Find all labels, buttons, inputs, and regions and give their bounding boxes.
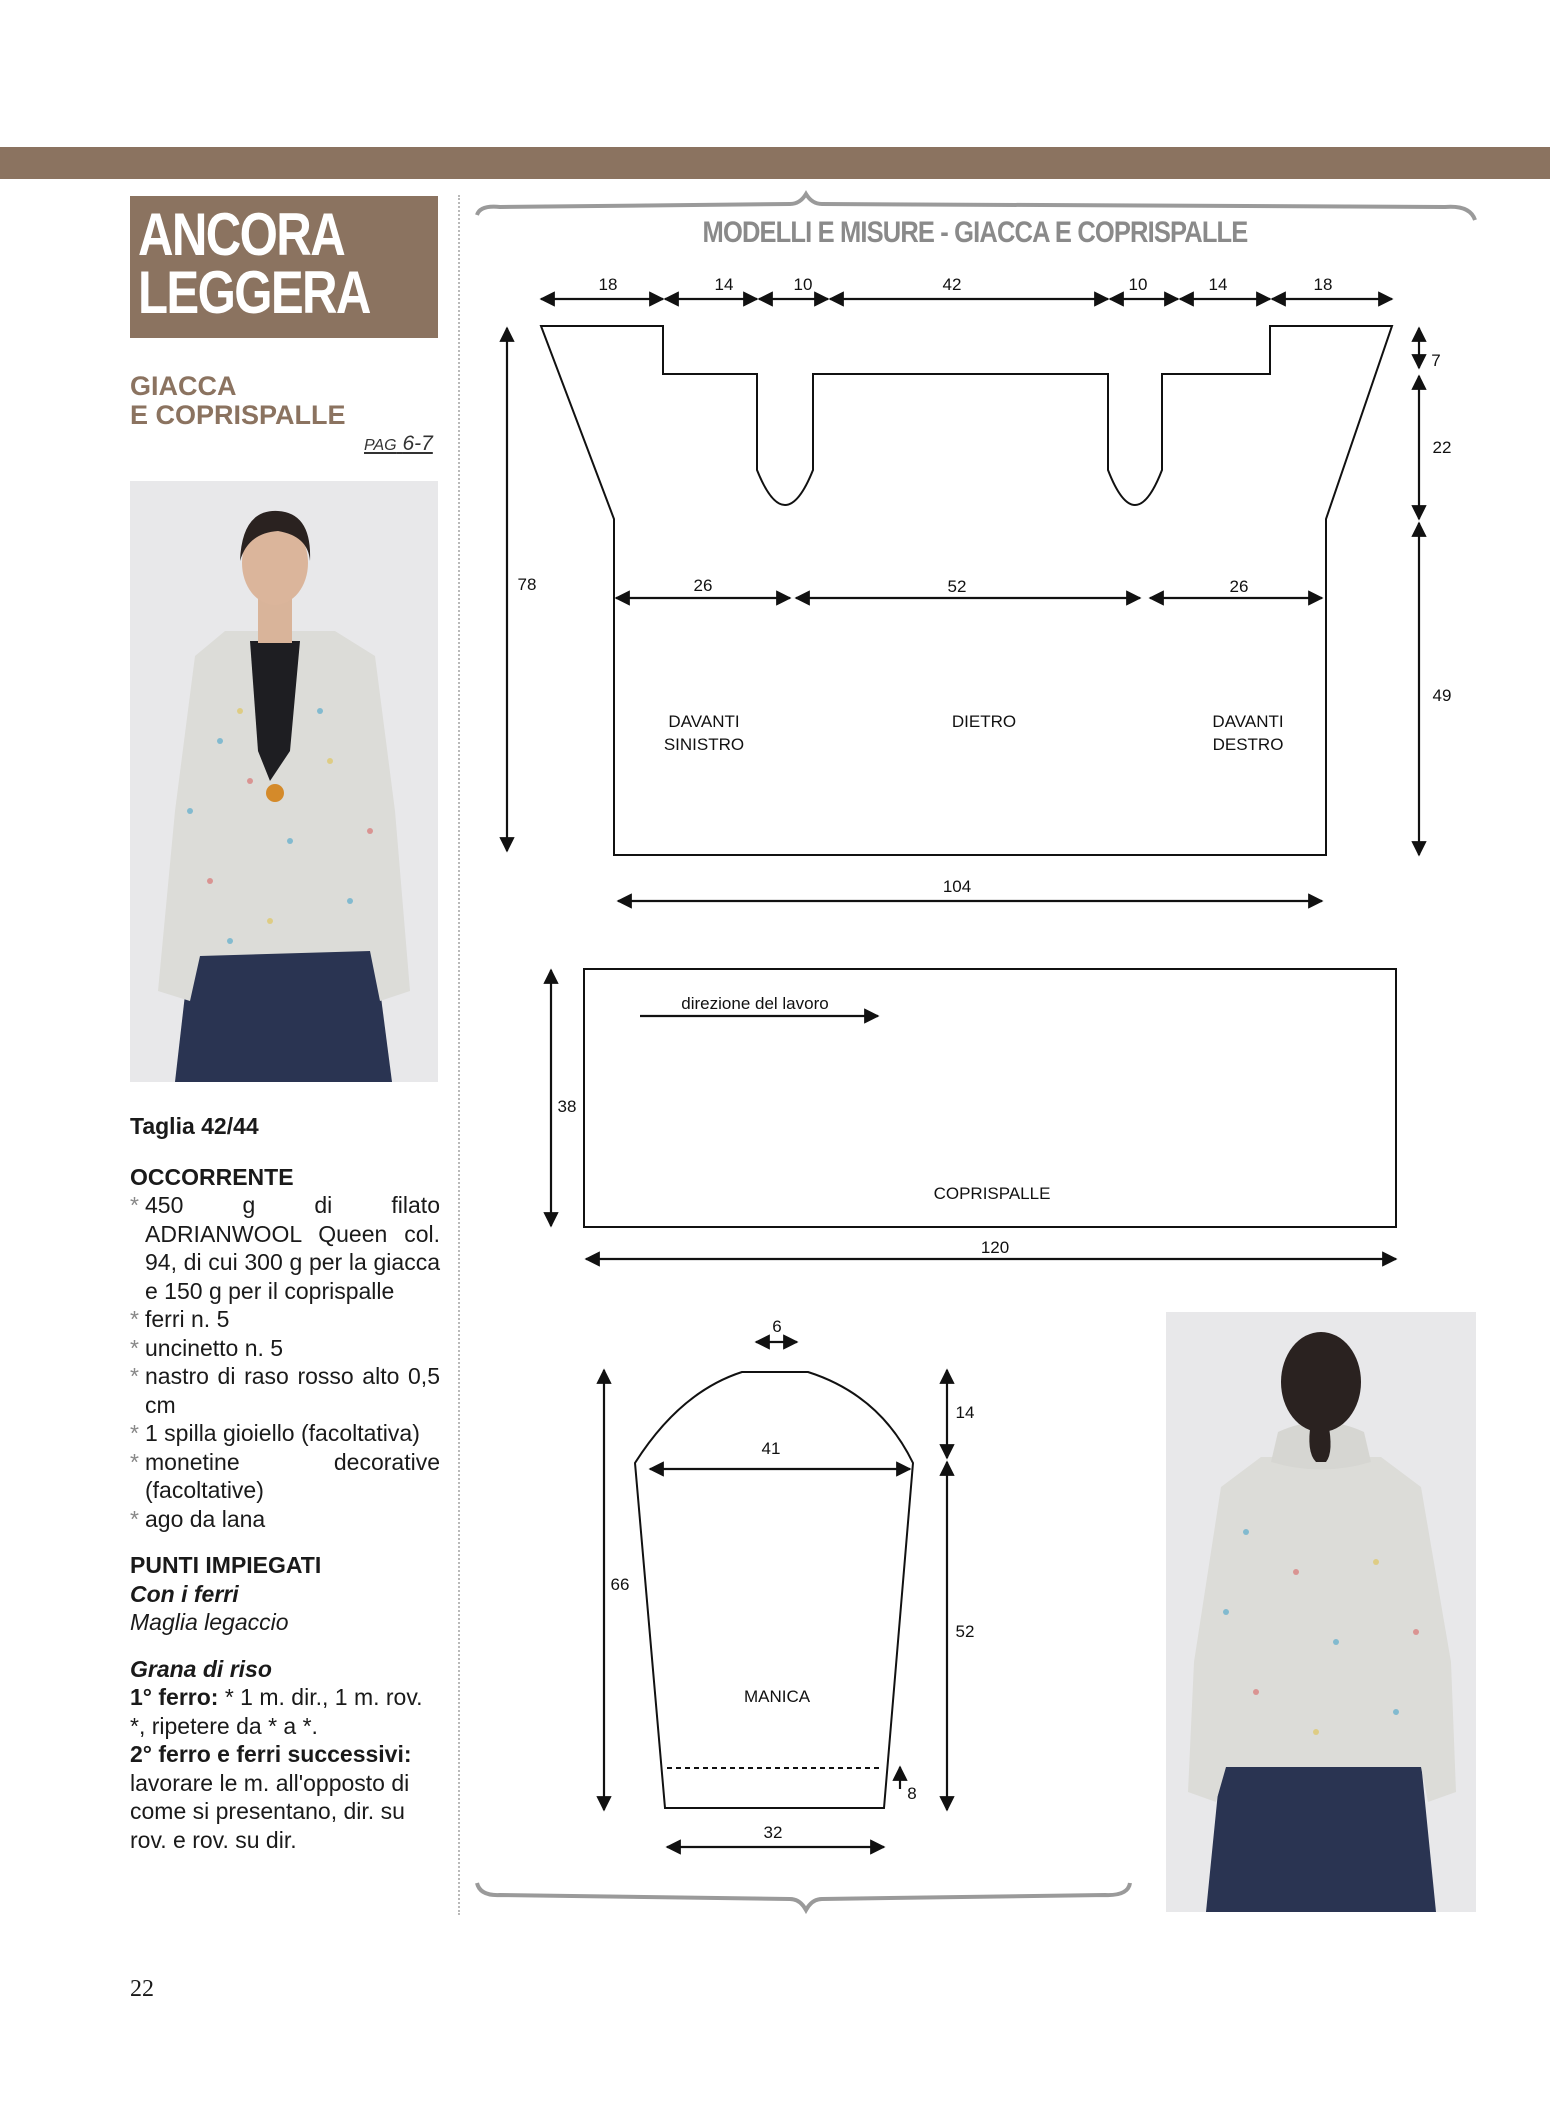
piece-label: SINISTRO (663, 735, 745, 754)
dim-label: 14 (1208, 275, 1228, 294)
dim-label: 22 (1432, 438, 1452, 457)
subtitle-line-2: E COPRISPALLE (130, 400, 346, 430)
dim-label: 7 (1431, 351, 1441, 370)
dim-label: 38 (557, 1097, 577, 1116)
dim-label: 14 (714, 275, 734, 294)
model-back-illustration (1166, 1312, 1476, 1912)
dim-label: 120 (980, 1238, 1010, 1257)
size-label: Taglia 42/44 (130, 1113, 259, 1139)
dim-label: 10 (793, 275, 813, 294)
sleeve-pattern-outline (635, 1372, 913, 1808)
dim-label: 14 (955, 1403, 975, 1422)
dim-label: 6 (772, 1317, 782, 1336)
dim-label: 52 (947, 577, 967, 596)
row1-text: * 1 m. dir., 1 m. rov. *, ripetere da * a *. (130, 1684, 423, 1739)
piece-label: MANICA (743, 1687, 811, 1706)
dim-label: 18 (598, 275, 618, 294)
list-item: * monetine decorative (facoltative) (130, 1448, 440, 1505)
seed-stitch-heading: Grana di riso (130, 1655, 272, 1682)
page-ref-pages: 6-7 (402, 432, 433, 455)
dim-label: 52 (955, 1622, 975, 1641)
dim-label: 49 (1432, 686, 1452, 705)
page-ref-prefix: PAG (364, 437, 397, 454)
row1-label: 1° ferro: (130, 1684, 219, 1710)
page-number: 22 (130, 1976, 154, 2002)
list-item: * ago da lana (130, 1505, 440, 1534)
row2-text: lavorare le m. all'opposto di come si presentano, dir. su rov. e rov. su dir. (130, 1769, 410, 1853)
back-photo (1166, 1312, 1476, 1912)
dim-label: 26 (693, 576, 713, 595)
dim-label: 8 (907, 1784, 917, 1803)
dim-label: 66 (610, 1575, 630, 1594)
dim-label: 104 (942, 877, 972, 896)
dim-label: 78 (517, 575, 537, 594)
row2-label: 2° ferro e ferri successivi: (130, 1741, 412, 1767)
piece-label: COPRISPALLE (933, 1184, 1051, 1203)
materials-heading: OCCORRENTE (130, 1163, 294, 1190)
dim-label: 10 (1128, 275, 1148, 294)
with-needles-label: Con i ferri (130, 1580, 239, 1607)
body-pattern-outline (541, 326, 1392, 855)
list-item: * ferri n. 5 (130, 1305, 440, 1334)
list-item: * nastro di raso rosso alto 0,5 cm (130, 1362, 440, 1419)
list-item: * 1 spilla gioiello (facoltativa) (130, 1419, 440, 1448)
subtitle-line-1: GIACCA (130, 371, 237, 401)
list-item: * 450 g di filato ADRIANWOOL Queen col. 94, di cui 300 g per la giacca e 150 g per il coprispalle (130, 1191, 440, 1305)
title-line-2: LEGGERA (138, 259, 370, 326)
dim-label: 41 (761, 1439, 781, 1458)
stitches-heading: PUNTI IMPIEGATI (130, 1552, 322, 1578)
dim-label: 32 (763, 1823, 783, 1842)
piece-label: DESTRO (1212, 735, 1284, 754)
garter-stitch: Maglia legaccio (130, 1609, 289, 1635)
dim-label: 42 (942, 275, 962, 294)
top-bracket (477, 194, 1475, 220)
dim-label: 26 (1229, 577, 1249, 596)
diagram-title: MODELLI E MISURE - GIACCA E COPRISPALLE (702, 216, 1248, 249)
bottom-bracket (477, 1883, 1130, 1910)
piece-label: DIETRO (951, 712, 1017, 731)
direction-label: direzione del lavoro (681, 994, 829, 1013)
piece-label: DAVANTI (1212, 712, 1284, 731)
list-item: * uncinetto n. 5 (130, 1334, 440, 1363)
dim-label: 18 (1313, 275, 1333, 294)
title-line-1: ANCORA (138, 201, 345, 268)
piece-label: DAVANTI (668, 712, 740, 731)
